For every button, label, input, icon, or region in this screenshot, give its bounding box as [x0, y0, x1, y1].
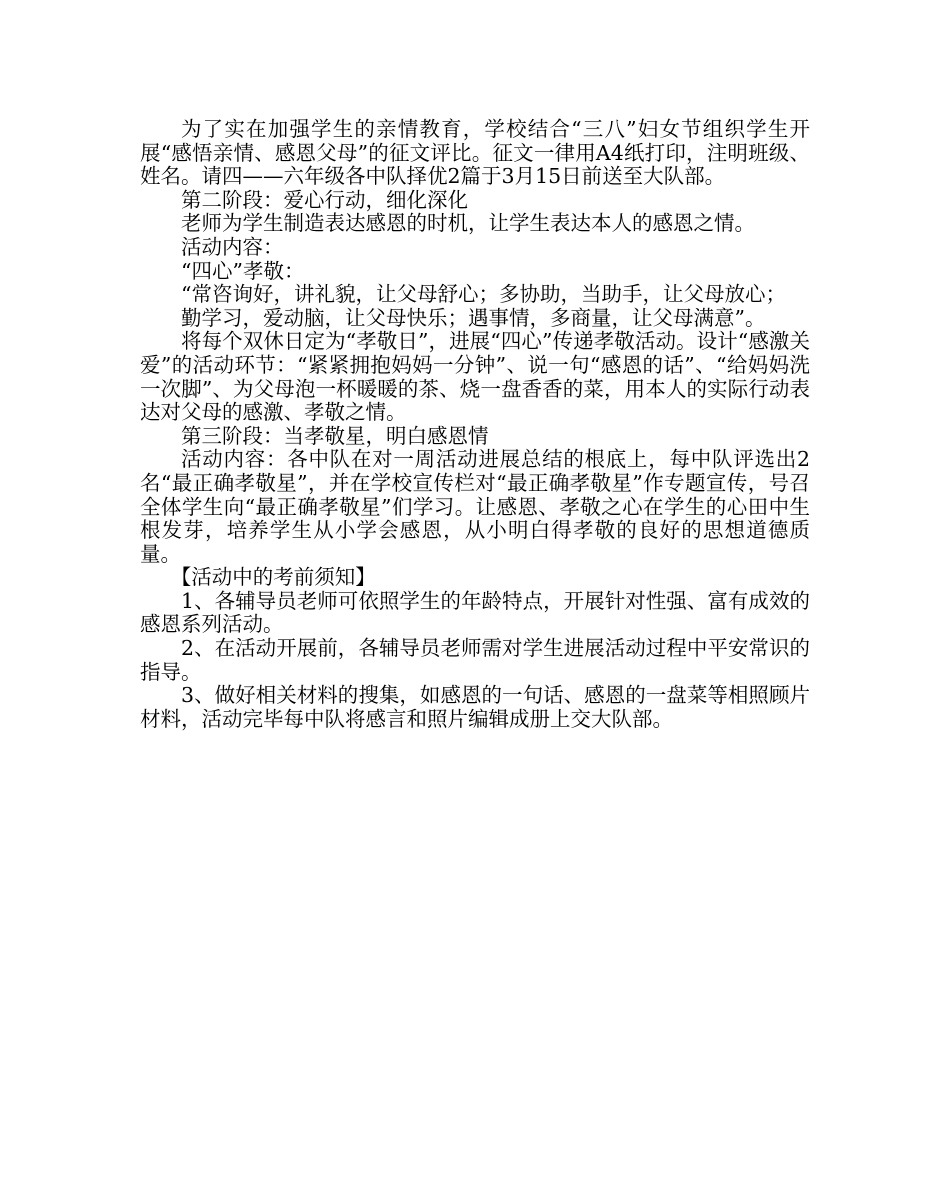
label-four-hearts: “四心”孝敬：: [181, 258, 305, 283]
paragraph-filial-day: 将每个双休日定为“孝敬日”，进展“四心”传递孝敬活动。设计“感激关爱”的活动环节：“紧紧拥抱妈妈一分钟”、说一句“感恩的话”、“给妈妈洗一次脚”、为父母泡一杯暖暖的茶、烧一盘香香的菜，用本人的实际行动表达对父母的感激、孝敬之情。: [140, 329, 810, 425]
heading-stage-three: 第三阶段：当孝敬星，明白感恩情: [181, 423, 489, 448]
paragraph-essay-contest: 为了实在加强学生的亲情教育，学校结合“三八”妇女节组织学生开展“感悟亲情、感恩父母”的征文评比。征文一律用A4纸打印，注明班级、姓名。请四——六年级各中队择优2篇于3月15日前送至大队部。: [140, 117, 810, 189]
paragraph-filial-star: 活动内容：各中队在对一周活动进展总结的根底上，每中队评选出2名“最正确孝敬星”，并在学校宣传栏对“最正确孝敬星”作专题宣传，号召全体学生向“最正确孝敬星”们学习。让感恩、孝敬之心在学生的心田中生根发芽，培养学生从小学会感恩，从小明白得孝敬的良好的思想道德质量。: [140, 447, 810, 566]
label-activity-content: 活动内容：: [181, 234, 284, 259]
heading-notes: 【活动中的考前须知】: [170, 565, 376, 590]
paragraph-teacher-opportunity: 老师为学生制造表达感恩的时机，让学生表达本人的感恩之情。: [181, 211, 755, 236]
paragraph-four-hearts-part2: 勤学习，爱动脑，让父母快乐；遇事情，多商量，让父母满意”。: [181, 305, 766, 330]
document-page: [140, 118, 810, 731]
note-item-1: 1、各辅导员老师可依照学生的年龄特点，开展针对性强、富有成效的感恩系列活动。: [140, 588, 810, 637]
note-item-2: 2、在活动开展前，各辅导员老师需对学生进展活动过程中平安常识的指导。: [140, 636, 810, 684]
note-item-3: 3、做好相关材料的搜集，如感恩的一句话、感恩的一盘菜等相照顾片材料，活动完毕每中队将感言和照片编辑成册上交大队部。: [140, 683, 810, 731]
paragraph-four-hearts-part1: “常咨询好，讲礼貌，让父母舒心；多协助，当助手，让父母放心；: [181, 282, 786, 307]
heading-stage-two: 第二阶段：爱心行动，细化深化: [181, 187, 468, 212]
